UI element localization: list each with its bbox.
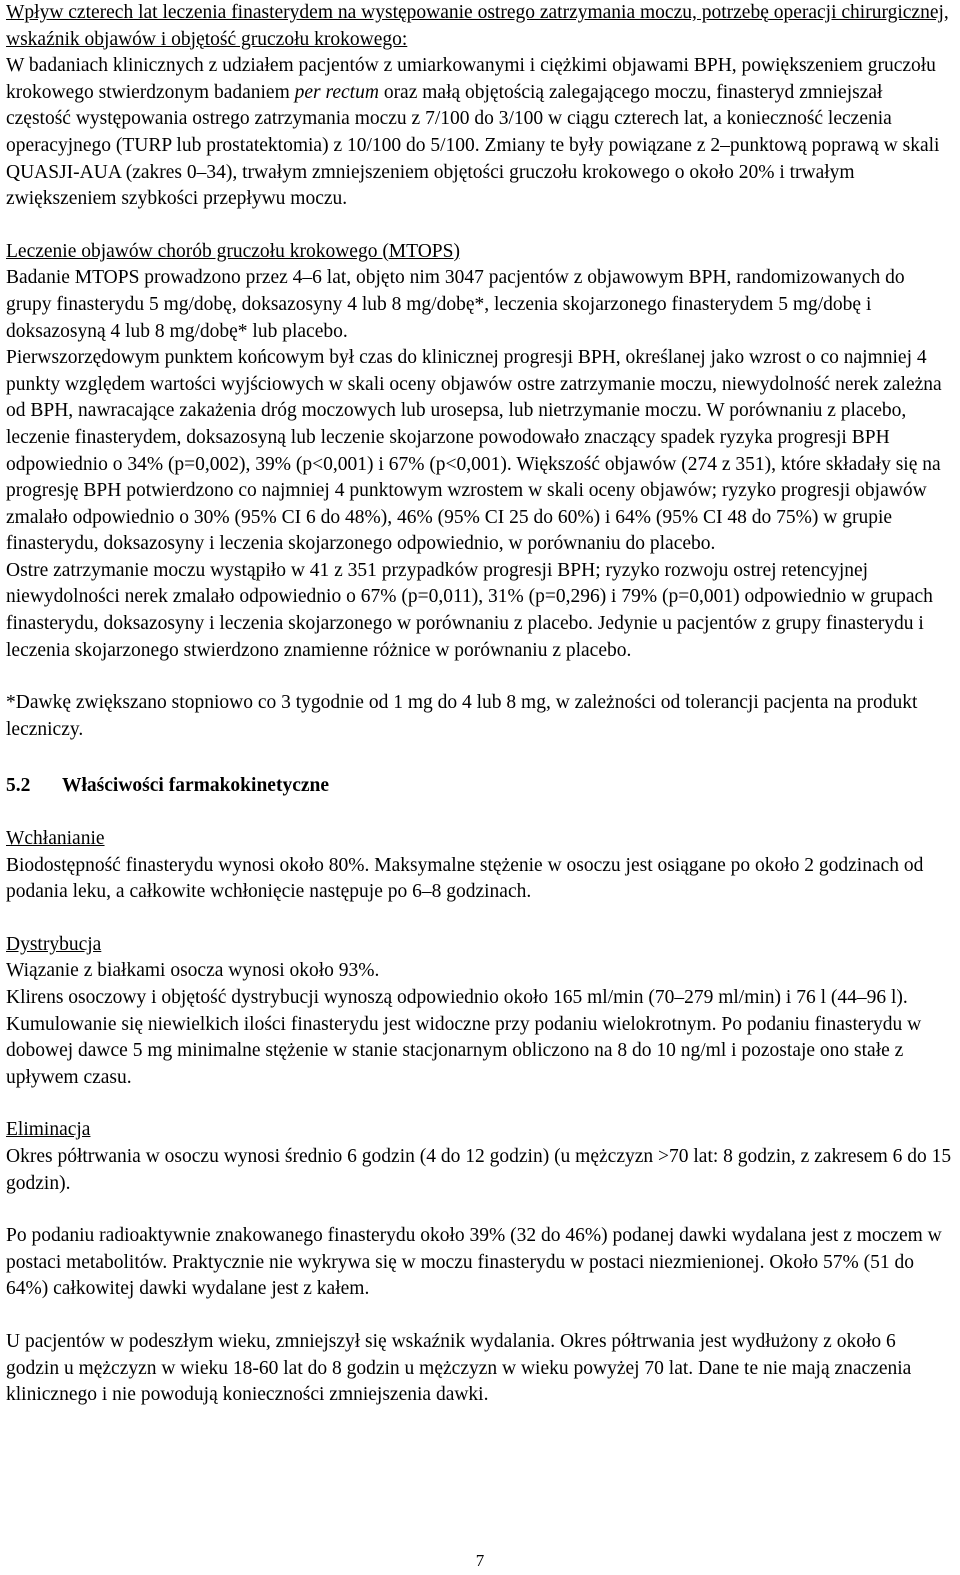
spacer [6,1197,952,1223]
intro-text-part1: W badaniach klinicznych z udziałem pacjentów z umiarkowanymi i ciężkimi objawami BPH, powiększeniem gruczołu krokowego stwierdzonym badaniem [6,55,936,103]
mtops-paragraph-3: Ostre zatrzymanie moczu wystąpiło w 41 z 351 przypadków progresji BPH; ryzyko rozwoju ostrej retencyjnej niewydolności nerek zmalało odpowiednio o 67% (p=0,011), 31% (p=0,296) i 79% (p=0,001) odpowiednio w grupach finasterydu, doksazosyny i leczenia skojarzonego w porównaniu z placebo. Jedynie u pacjentów z grupy finasterydu i leczenia skojarzonego stwierdzono znamienne różnice w porównaniu z placebo. [6,559,933,661]
elimination-heading-text: Eliminacja [6,1119,91,1141]
mtops-heading [6,239,952,266]
intro-heading [6,0,952,53]
mtops-heading-text: Leczenie objawów chorób gruczołu krokowego (MTOPS) [6,240,460,262]
section-title: Właściwości farmakokinetyczne [62,775,330,797]
distribution-heading [6,932,952,959]
spacer [6,1091,952,1117]
elimination-paragraph-3: U pacjentów w podeszłym wieku, zmniejszył się wskaźnik wydalania. Okres półtrwania jest wydłużony z około 6 godzin u mężczyzn w wieku 18-60 lat do 8 godzin u mężczyzn w wieku powyżej 70 lat. Dane te nie mają znaczenia klinicznego i nie powodują konieczności zmniejszenia dawki. [6,1330,912,1406]
spacer [6,906,952,932]
intro-text-part2: oraz małą objętością zalegającego moczu, finasteryd zmniejszał częstość występowania ostrego zatrzymania moczu z 7/100 do 3/100 w ciągu czterech lat, a konieczność leczenia operacyjnego (TURP lub prostatektomia) z 10/100 do 5/100. Zmiany te były powiązane z 2–punktową poprawą w skali QUASJI-AUA (zakres 0–34), trwałym zmniejszeniem objętości gruczołu krokowego o około 20% i trwałym zwiększeniem szybkości przepływu moczu. [6,81,940,210]
absorption-heading [6,826,952,853]
elimination-paragraph-2: Po podaniu radioaktywnie znakowanego finasterydu około 39% (32 do 46%) podanej dawki wydalana jest z moczem w postaci metabolitów. Praktycznie nie wykrywa się w moczu finasterydu w postaci niezmienionej. Około 57% (51 do 64%) całkowitej dawki wydalane jest z kałem. [6,1225,942,1300]
spacer [6,1303,952,1329]
mtops-footnote: *Dawkę zwiększano stopniowo co 3 tygodnie od 1 mg do 4 lub 8 mg, w zależności od tolerancji pacjenta na produkt leczniczy. [6,692,918,740]
distribution-heading-text: Dystrybucja [6,933,102,955]
intro-heading-text: Wpływ czterech lat leczenia finasterydem na występowanie ostrego zatrzymania moczu, potrzebę operacji chirurgicznej, wskaźnik objawów i objętość gruczołu krokowego: [6,2,949,50]
document-page [6,0,952,1409]
section-number: 5.2 [6,775,31,797]
section-heading [6,773,952,800]
mtops-paragraph-2: Pierwszorzędowym punktem końcowym był czas do klinicznej progresji BPH, określanej jako wzrost o co najmniej 4 punkty względem wartości wyjściowych w skali oceny objawów ostre zatrzymanie moczu, niewydolność nerek zależna od BPH, nawracające zakażenia dróg moczowych lub urosepsa, lub nietrzymanie moczu. W porównaniu z placebo, leczenie finasterydem, doksazosyną lub leczenie skojarzone powodowało znaczący spadek ryzyka progresji BPH odpowiednio o 34% (p=0,002), 39% (p<0,001) i 67% (p<0,001). Większość objawów (274 z 351), które składały się na progresję BPH potwierdzono co najmniej 4 punktowym wzrostem w skali oceny objawów; ryzyko progresji objawów zmalało odpowiednio o 30% (95% CI 6 do 48%), 46% (95% CI 25 do 60%) i 64% (95% CI 48 do 75%) w grupie finasterydu, doksazosyny i leczenia skojarzonego odpowiednio, w porównaniu do placebo. [6,347,942,555]
spacer [6,213,952,239]
spacer [6,743,952,773]
distribution-paragraph-1: Wiązanie z białkami osocza wynosi około 93%. [6,960,380,982]
page-number: 7 [475,1551,485,1570]
spacer [6,800,952,826]
spacer [6,664,952,690]
absorption-paragraph: Biodostępność finasterydu wynosi około 80%. Maksymalne stężenie w osoczu jest osiągane po około 2 godzinach od podania leku, a całkowite wchłonięcie następuje po 6–8 godzinach. [6,854,924,903]
absorption-heading-text: Wchłanianie [6,828,105,850]
distribution-paragraph-2: Klirens osoczowy i objętość dystrybucji wynoszą odpowiednio około 165 ml/min (70–279 ml/min) i 76 l (44–96 l). Kumulowanie się niewielkich ilości finasterydu jest widoczne przy podaniu wielokrotnym. Po podaniu finasterydu w dobowej dawce 5 mg minimalne stężenie w stanie stacjonarnym obliczono na 8 do 10 ng/ml i pozostaje ono stałe z upływem czasu. [6,987,922,1088]
mtops-paragraph-1: Badanie MTOPS prowadzono przez 4–6 lat, objęto nim 3047 pacjentów z objawowym BPH, randomizowanych do grupy finasterydu 5 mg/dobę, doksazosyny 4 lub 8 mg/dobę*, leczenia skojarzonego finasterydem 5 mg/dobę i doksazosyną 4 lub 8 mg/dobę* lub placebo. [6,267,905,342]
intro-text-italic: per rectum [294,81,379,103]
elimination-heading [6,1117,952,1144]
elimination-paragraph-1: Okres półtrwania w osoczu wynosi średnio 6 godzin (4 do 12 godzin) (u mężczyzn >70 lat: 8 godzin, z zakresem 6 do 15 godzin). [6,1145,952,1194]
intro-paragraph [6,53,952,213]
